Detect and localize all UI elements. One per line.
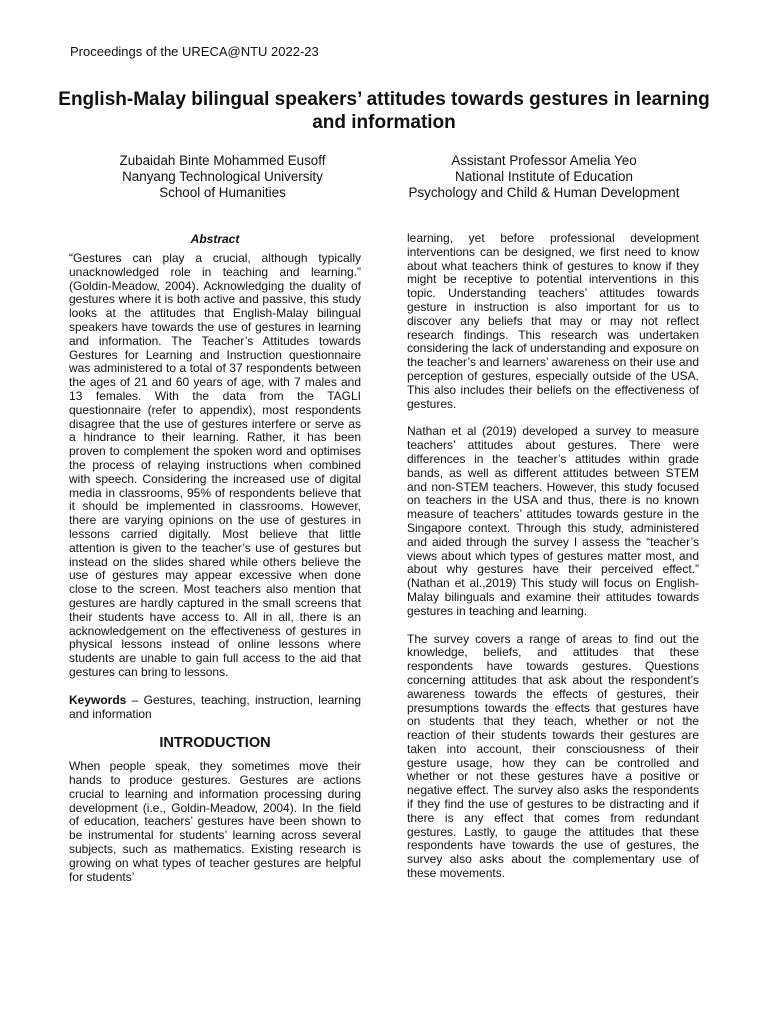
abstract-heading: Abstract: [190, 232, 240, 246]
keywords-text: – Gestures, teaching, instruction, learning and information: [69, 692, 361, 721]
author-name: Zubaidah Binte Mohammed Eusoff: [119, 153, 326, 168]
author-institution: National Institute of Education: [455, 169, 633, 184]
intro-paragraph-4: The survey covers a range of areas to find out the knowledge, beliefs, and attitudes that these respondents have towards gestures. Questions concerning attitudes that ask about the respondent’s awareness towards the effects of gestures, their presumptions towards the effects that gestures have on students that they teach, whether or not the reaction of their students towards their gestures are taken into account, their consciousness of their gesture usage, how they can be controlled and whether or not these gestures have a positive or negative effect. The survey also asks the respondents if they find the use of gestures to be distracting and if there is any effect that comes from redundant gestures. Lastly, to gauge the attitudes that these respondents have towards the use of gestures, the survey also asks about the complementary use of these movements.: [407, 631, 699, 881]
left-column: [69, 232, 361, 884]
right-column: [407, 232, 699, 881]
proceedings-header: Proceedings of the URECA@NTU 2022-23: [70, 44, 319, 59]
keywords: [69, 694, 361, 722]
introduction-heading: INTRODUCTION: [159, 735, 271, 752]
author-block-2: [390, 153, 698, 201]
intro-paragraph-1: When people speak, they sometimes move their hands to produce gestures. Gestures are actions crucial to learning and information processing during development (i.e., Goldin-Meadow, 2004). In the field of education, teachers’ gestures have been shown to be instrumental for students’ learning across several subjects, such as mathematics. Existing research is growing on what types of teacher gestures are helpful for students’: [69, 759, 361, 884]
keywords-label: Keywords: [69, 692, 127, 707]
author-institution: Nanyang Technological University: [122, 169, 323, 184]
intro-paragraph-3: Nathan et al (2019) developed a survey to measure teachers’ attitudes about gestures. There were differences in the teacher’s attitudes within grade bands, as well as different attitudes between STEM and non-STEM teachers. However, this study focused on teachers in the USA and thus, there is no known measure of teachers’ attitudes towards gesture in the Singapore context. Through this study, administered and aided through the survey I assess the “teacher’s views about which types of gestures matter most, and about why gestures have their perceived effect.” (Nathan et al.,2019) This study will focus on English-Malay bilinguals and examine their attitudes towards gestures in teaching and learning.: [407, 424, 699, 618]
author-name: Assistant Professor Amelia Yeo: [451, 153, 637, 168]
intro-paragraph-2: learning, yet before professional development interventions can be designed, we first need to know about what teachers think of gestures to know if they might be receptive to potential interventions in this topic. Understanding teachers’ attitudes towards gesture in instruction is also important for us to discover any beliefs that may or may not reflect research findings. This research was undertaken considering the lack of understanding and exposure on the teacher’s and learners’ awareness on their use and perception of gestures, especially outside of the USA. This also includes their beliefs on the effectiveness of gestures.: [407, 231, 699, 411]
author-department: Psychology and Child & Human Development: [408, 185, 680, 200]
author-department: School of Humanities: [159, 185, 286, 200]
author-block-1: [95, 153, 350, 201]
paper-title: English-Malay bilingual speakers’ attitudes towards gestures in learning and information: [58, 89, 710, 133]
abstract-text: “Gestures can play a crucial, although typically unacknowledged role in teaching and learning.” (Goldin-Meadow, 2004). Acknowledging the duality of gestures where it is both active and passive, this study looks at the attitudes that English-Malay bilingual speakers have towards the use of gestures in learning and information. The Teacher’s Attitudes towards Gestures for Learning and Instruction questionnaire was administered to a total of 37 respondents between the ages of 21 and 60 years of age, with 7 males and 13 females. With the data from the TAGLI questionnaire (refer to appendix), most respondents disagree that the use of gestures interfere or serve as a hindrance to their learning. Rather, it has been proven to complement the spoken word and optimises the process of relaying instructions when combined with speech. Considering the increased use of digital media in classrooms, 95% of respondents believe that it should be implemented in classrooms. However, there are varying opinions on the use of gestures in lessons carried digitally. Most believe that little attention is given to the teacher’s use of gestures but instead on the slides shared while others believe the use of gestures may appear excessive when done close to the screen. Most teachers also mention that gestures are hardly captured in the small screens that their students have access to. All in all, there is an acknowledgement on the effectiveness of gestures in physical lessons instead of online lessons where students are unable to gain full access to the aid that gestures can bring to lessons.: [69, 251, 361, 679]
